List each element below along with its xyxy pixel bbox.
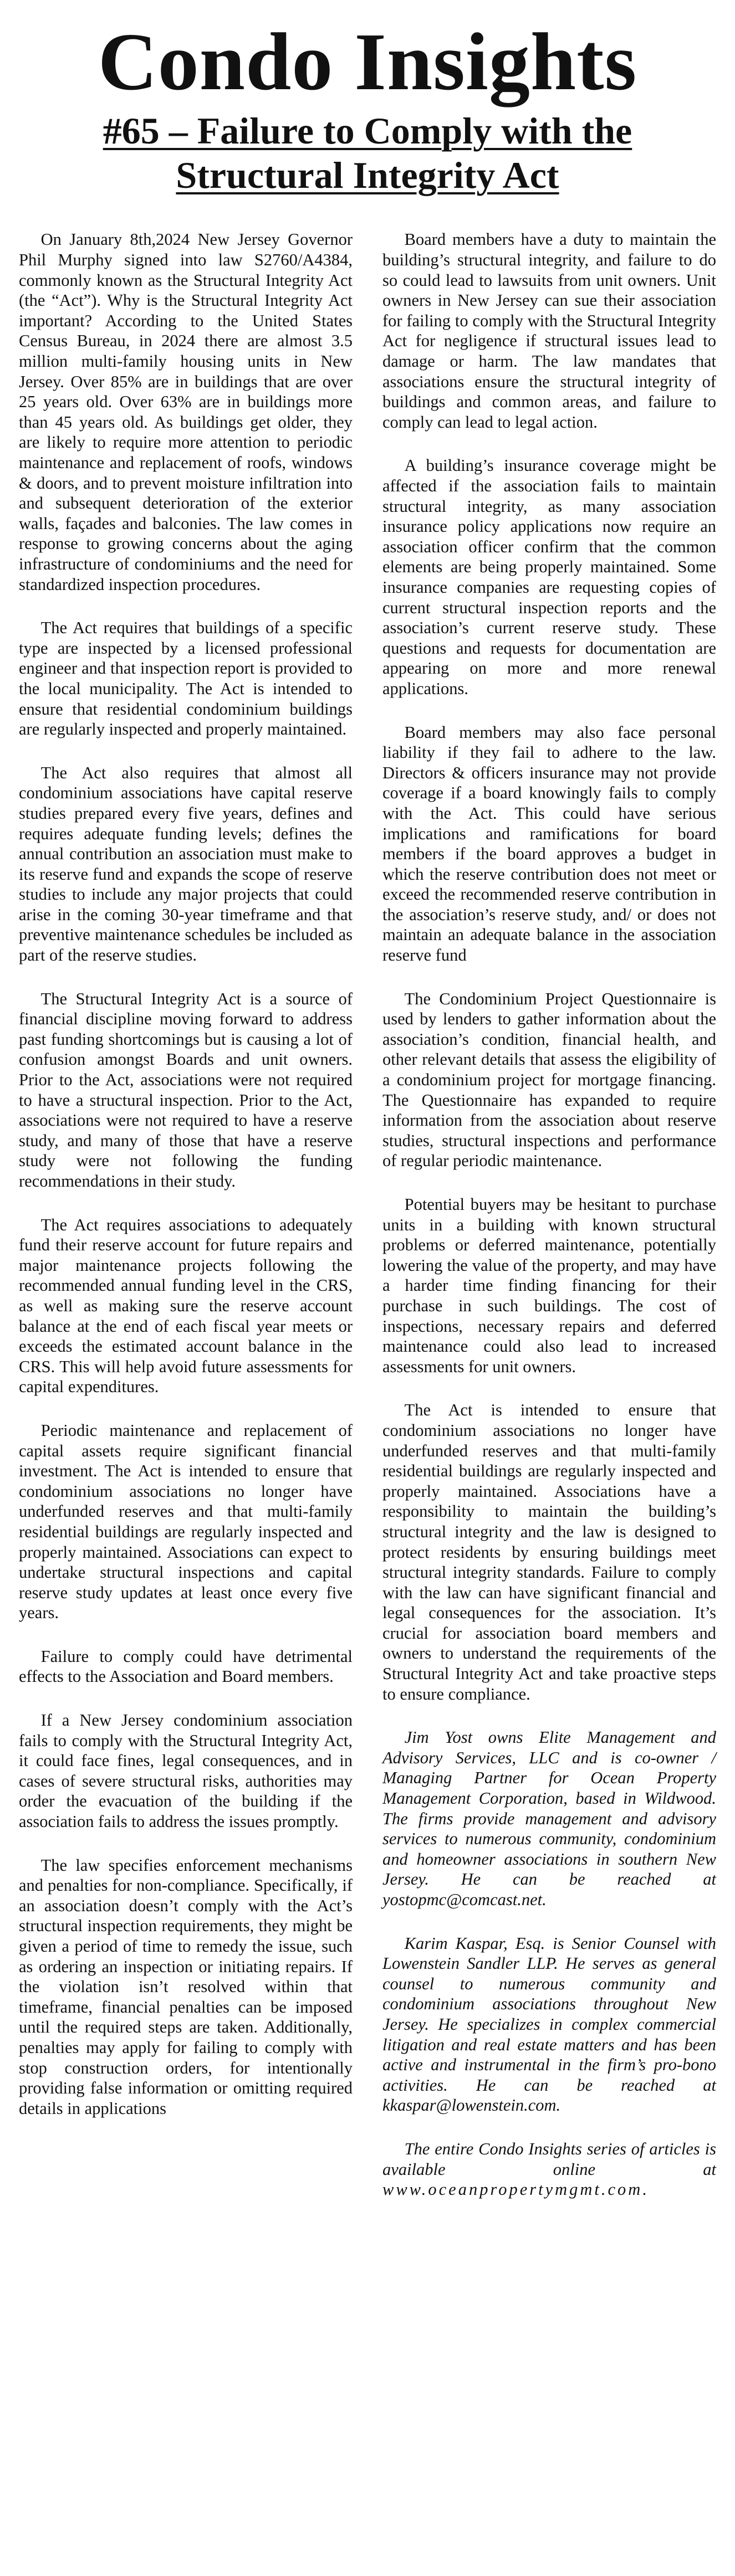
paragraph: The Act requires that buildings of a specific type are inspected by a licensed professional engineer and that inspection report is provided to the local municipality. The Act is intended to ensure that residential condominium buildings are regularly inspected and properly maintained. bbox=[19, 618, 353, 739]
paragraph: Board members may also face personal liability if they fail to adhere to the law. Directors & officers insurance may not provide coverage if a board knowingly fails to comply with the Act. This could have serious implications and ramifications for board members if the board approves a budget in which the reserve contribution does not meet or exceed the recommended reserve contribution in the association’s reserve study, and/ or does not maintain an adequate balance in the association reserve fund bbox=[382, 722, 716, 965]
paragraph: Failure to comply could have detrimental effects to the Association and Board members. bbox=[19, 1646, 353, 1686]
paragraph: Periodic maintenance and replacement of capital assets require significant financial investment. The Act is intended to ensure that condominium associations no longer have underfunded reserves and that multi-family residential buildings are regularly inspected and properly maintained. Associations can expect to undertake structural inspections and capital reserve study updates at least once every five years. bbox=[19, 1420, 353, 1623]
article-columns bbox=[19, 229, 716, 2223]
paragraph: Potential buyers may be hesitant to purchase units in a building with known structural problems or deferred maintenance, potentially lowering the value of the property, and may have a harder time finding financing for their purchase in such buildings. The cost of inspections, necessary repairs and deferred maintenance could also lead to increased assessments for unit owners. bbox=[382, 1195, 716, 1376]
masthead-title: Condo Insights bbox=[98, 17, 637, 107]
paragraph: The Structural Integrity Act is a source of financial discipline moving forward to address past funding shortcomings but is causing a lot of confusion amongst Boards and unit owners. Prior to the Act, associations were not required to have a structural inspection. Prior to the Act, associations were not required to have a reserve study, and many of those that have a reserve study were not following the funding recommendations in their study. bbox=[19, 989, 353, 1190]
right-column bbox=[382, 229, 716, 2223]
paragraph: The Condominium Project Questionnaire is used by lenders to gather information about the association’s condition, financial health, and other relevant details that assess the eligibility of a condominium project for mortgage financing. The Questionnaire has expanded to require information from the association about reserve studies, structural inspections and performance of regular periodic maintenance. bbox=[382, 989, 716, 1171]
paragraph: If a New Jersey condominium association fails to comply with the Structural Integrity Act, it could face fines, legal consequences, and in cases of severe structural risks, authorities may order the evacuation of the building if the association fails to address the issues promptly. bbox=[19, 1711, 353, 1831]
series-note-text: The entire Condo Insights series of articles is available online at bbox=[382, 2139, 716, 2179]
paragraph: The Act also requires that almost all condominium associations have capital reserve studies prepared every five years, defines and requires adequate funding levels; defines the annual contribution an association must make to its reserve fund and expands the scope of reserve studies to include any major projects that could arise in the coming 30-year timeframe and that preventive maintenance schedules be included as part of the reserve studies. bbox=[19, 763, 353, 965]
author-bio-kaspar: Karim Kaspar, Esq. is Senior Counsel with Lowenstein Sandler LLP. He serves as general counsel to numerous community and condominium associations throughout New Jersey. He specializes in complex commercial litigation and real estate matters and has been active and instrumental in the firm’s pro-bono activities. He can be reached at kkaspar@lowenstein.com. bbox=[382, 1933, 716, 2115]
paragraph: The law specifies enforcement mechanisms and penalties for non-compliance. Specifically, if an association doesn’t comply with the Act’s structural inspection requirements, they might be given a period of time to remedy the issue, such as ordering an inspection or initiating repairs. If the violation isn’t resolved within that timeframe, financial penalties can be imposed until the required steps are taken. Additionally, penalties may apply for failing to comply with stop construction orders, for intentionally providing false information or omitting required details in applications bbox=[19, 1855, 353, 2118]
author-bios bbox=[382, 1727, 716, 2199]
paragraph: Board members have a duty to maintain the building’s structural integrity, and failure to do so could lead to lawsuits from unit owners. Unit owners in New Jersey can sue their association for failing to comply with the Structural Integrity Act for negligence if structural issues lead to damage or harm. The law mandates that associations ensure the structural integrity of buildings and common areas, and failure to comply can lead to legal action. bbox=[382, 230, 716, 432]
article-headline: #65 – Failure to Comply with the Structural Integrity Act bbox=[103, 110, 632, 197]
paragraph: The Act requires associations to adequately fund their reserve account for future repairs and major maintenance projects following the recommended annual funding level in the CRS, as well as making sure the reserve account balance at the end of each fiscal year meets or exceeds the estimated account balance in the CRS. This will help avoid future assessments for capital expenditures. bbox=[19, 1215, 353, 1397]
left-column bbox=[19, 229, 353, 2223]
paragraph: The Act is intended to ensure that condominium associations no longer have underfunded reserves and that multi-family residential buildings are regularly inspected and properly maintained. Associations have a responsibility to maintain the building’s structural integrity and the law is designed to protect residents by ensuring buildings meet structural integrity standards. Failure to comply with the law can have significant financial and legal consequences for the association. It’s crucial for association board members and owners to understand the requirements of the Structural Integrity Act and take proactive steps to ensure compliance. bbox=[382, 1400, 716, 1703]
series-note bbox=[382, 2139, 716, 2200]
paragraph: On January 8th,2024 New Jersey Governor Phil Murphy signed into law S2760/A4384, commonly known as the Structural Integrity Act (the “Act”). Why is the Structural Integrity Act important? According to the United States Census Bureau, in 2024 there are almost 3.5 million multi-family housing units in New Jersey. Over 85% are in buildings that are over 25 years old. Over 63% are in buildings more than 45 years old. As buildings get older, they are likely to require more attention to periodic maintenance and replacement of roofs, windows & doors, and to prevent moisture infiltration into and subsequent deterioration of the exterior walls, façades and balconies. The law comes in response to growing concerns about the aging infrastructure of condominiums and the need for standardized inspection procedures. bbox=[19, 230, 353, 594]
paragraph: A building’s insurance coverage might be affected if the association fails to maintain structural integrity, as many association insurance policy applications now require an association officer confirm that the common elements are being properly maintained. Some insurance companies are requesting copies of current structural inspection reports and the association’s current reserve study. These questions and requests for documentation are appearing on more and more renewal applications. bbox=[382, 456, 716, 698]
series-url-link[interactable]: www.oceanpropertymgmt.com. bbox=[382, 2180, 649, 2199]
author-bio-yost: Jim Yost owns Elite Management and Advisory Services, LLC and is co-owner / Managing Partner for Ocean Property Management Corporation, based in Wildwood. The firms provide management and advisory services to numerous community, condominium and homeowner associations in southern New Jersey. He can be reached at yostopmc@comcast.net. bbox=[382, 1728, 716, 1909]
